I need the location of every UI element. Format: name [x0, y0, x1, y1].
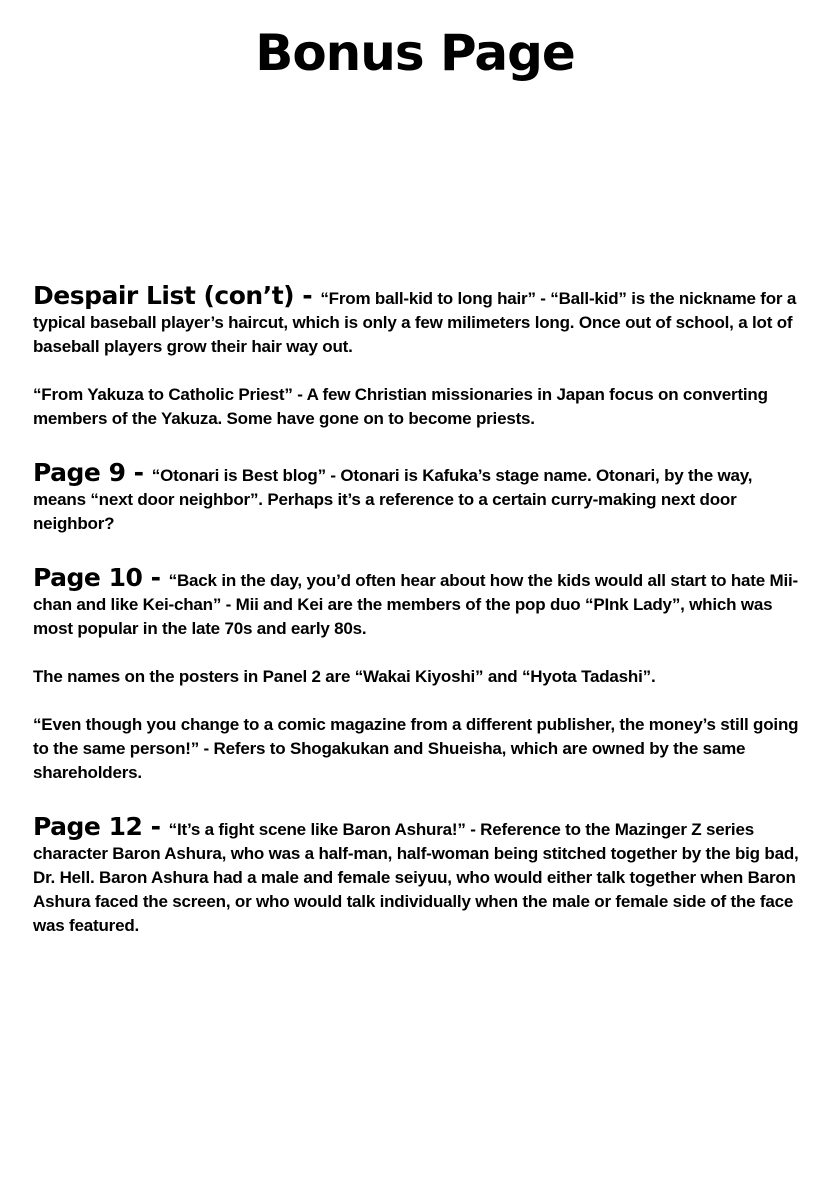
section-heading-page-9: Page 9 -: [33, 458, 152, 487]
note-text: “From ball-kid to long hair” - “Ball-kid” is the nickname for a typical baseball player’s haircut, which is only a few milimeters long. Once out of school, a lot of baseball players grow their hair way out.: [33, 289, 797, 356]
note-text: “Back in the day, you’d often hear about how the kids would all start to hate Mii-chan and like Kei-chan” - Mii and Kei are the members of the pop duo “PInk Lady”, which was most popular in the late 70s and early 80s.: [33, 571, 799, 638]
note-text: “It’s a fight scene like Baron Ashura!” - Reference to the Mazinger Z series character Baron Ashura, who was a half-man, half-woman being stitched together by the big bad, Dr. Hell. Baron Ashura had a male and female seiyuu, who would either talk together when Baron Ashura faced the screen, or who would talk individually when the male or female side of the face was featured.: [33, 820, 799, 935]
note-page-10-1: [33, 563, 801, 641]
note-despair-list-1: [33, 281, 801, 359]
note-text: “Otonari is Best blog” - Otonari is Kafuka’s stage name. Otonari, by the way, means “next door neighbor”. Perhaps it’s a reference to a certain curry-making next door neighbor?: [33, 466, 753, 533]
section-heading-page-10: Page 10 -: [33, 563, 169, 592]
section-heading-page-12: Page 12 -: [33, 812, 169, 841]
notes-body: [33, 281, 801, 938]
section-heading-despair-list: Despair List (con’t) -: [33, 281, 321, 310]
note-page-10-3: “Even though you change to a comic magazine from a different publisher, the money’s still going to the same person!” - Refers to Shogakukan and Shueisha, which are owned by the same shareholders.: [33, 715, 799, 782]
note-despair-list-2: “From Yakuza to Catholic Priest” - A few Christian missionaries in Japan focus on converting members of the Yakuza. Some have gone on to become priests.: [33, 385, 768, 428]
note-page-9: [33, 458, 801, 536]
page-title: Bonus Page: [255, 24, 575, 82]
note-page-10-2: The names on the posters in Panel 2 are “Wakai Kiyoshi” and “Hyota Tadashi”.: [33, 667, 656, 686]
note-page-12: [33, 812, 801, 938]
